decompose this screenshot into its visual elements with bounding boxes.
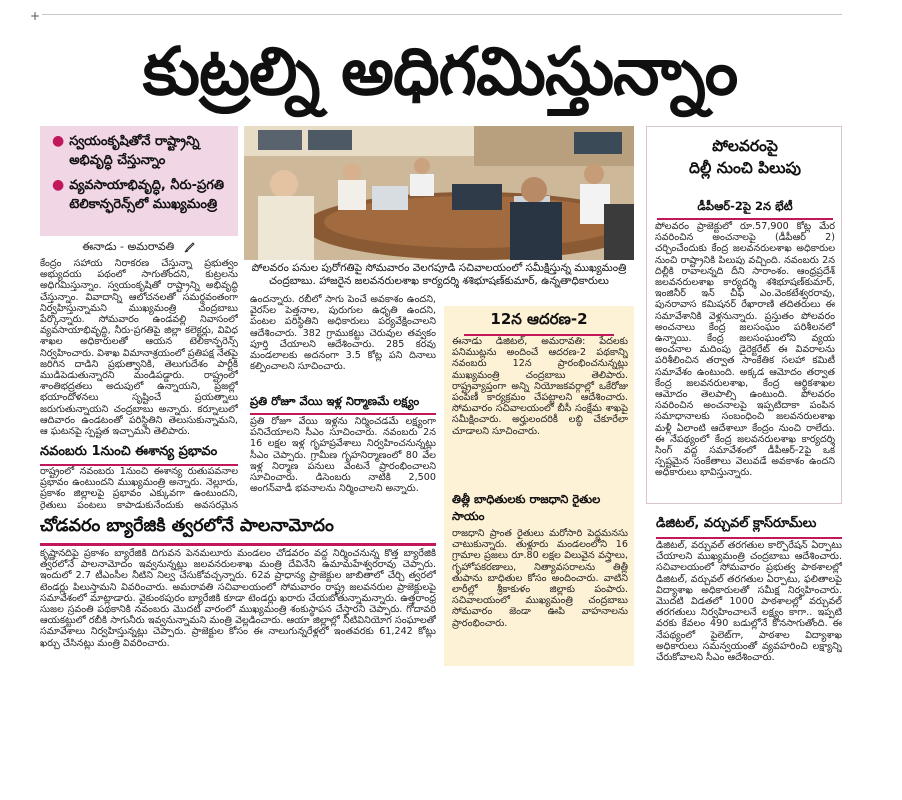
barrage-paragraph: కృష్ణానదిపై ప్రకాశం బ్యారేజికి దిగువన పెనమలూరు మండలం చోడవరం వద్ద నిర్మించనున్న కొత్త బ్యారేజికి త్వరలోనే పాలనామోదం ఇవ్వనున్నట్లు జలవనరులశాఖ మంత్రి దేవినేని ఉమామహేశ్వరరావు చెప్పారు. ఇందులో 2.7 టీఎంసీల నీటిని నిల్వ చేసుకోవచ్చన్నారు. 62వ ప్రాధాన్య ప్రాజెక్టుల జాబితాలో చేర్చి త్వరలో టెండర్లు పిలుస్తామని వివరించారు. అమరావతి సచివాలయంలో సోమవారం రాష్ట్ర జలవనరుల ప్రాజెక్టులపై సమావేశంలో మాట్లాడారు. వైకుంఠపురం బ్యారేజికి కూడా టెండర్లు ఖరారు చేయబోతున్నామన్నారు. ఉత్తరాంధ్ర సుజల స్రవంతి పథకానికి నవంబరు మొదటి వారంలో ముఖ్యమంత్రి శంకుస్థాపన చేస్తారని చెప్పారు. గోదావరి ఆయకట్టులో రబీకి సాగునీరు ఇవ్వనున్నామని మంత్రి వెల్లడించారు. ఆయా జిల్లాల్లో నీటివినియోగ సంఘాలతో సమావేశాలు నిర్వహిస్తున్నట్లు చెప్పారు. ప్రాజెక్టుల కోసం ఈ నాలుగున్నరేళ్లలో ఇంతవరకు 61,242 కోట్లు ఖర్చు చేసినట్లు మంత్రి వివరించారు. — [40, 548, 436, 649]
subheading-housing — [250, 394, 436, 415]
polavaram-title-line: దిల్లీ నుంచి పిలుపు — [689, 159, 801, 177]
northeast-text — [40, 466, 238, 510]
bottom-headline-rule — [40, 543, 436, 546]
titli-text — [452, 528, 628, 662]
subheading-northeast — [40, 444, 238, 466]
highlights-box — [40, 126, 238, 236]
polavaram-title — [647, 135, 843, 179]
housing-text — [250, 416, 436, 508]
top-rule — [42, 14, 842, 15]
lead-article-text — [40, 258, 238, 440]
bullet-text: స్వయంకృషితోనే రాష్ట్రాన్ని అభివృద్ధి చేస్తున్నాం — [69, 134, 200, 168]
titli-subheading: తిత్లీ బాధితులకు రాజధాని రైతుల సాయం — [452, 492, 601, 523]
subheading-text: నవంబరు 1నుంచి ఈశాన్య ప్రభావం — [40, 444, 218, 459]
digital-classroom-rule — [656, 537, 842, 539]
polavaram-subheading-text: డీపీఆర్-2పై 2న భేటీ — [697, 199, 793, 213]
digital-classroom-paragraph: డిజిటల్, వర్చువల్ తరగతుల కార్పొరేషన్ ఏర్పాటు చేయాలని ముఖ్యమంత్రి చంద్రబాబు ఆదేశించారు. సచివాలయంలో సోమవారం ప్రభుత్వ పాఠశాలల్లో డిజిటల్, వర్చువల్ తరగతుల ఏర్పాటు, ఫలితాలపై విద్యాశాఖ అధికారులతో సమీక్ష నిర్వహించారు. మొదటి విడతలో 1000 పాఠశాలల్లో వర్చువల్ తరగతులు నిర్వహించాలనే లక్ష్యం కాగా.. ఇప్పటి వరకు కేవలం 490 బడుల్లోనే కొనసాగుతోంది. ఈ నేపథ్యంలో పైలెట్‌గా, పాఠశాల విద్యాశాఖ అధికారులు సమన్వయంతో వ్యవహరించి లక్ష్యాన్ని చేరుకోవాలని సీఎం ఆదేశించారు. — [656, 540, 842, 664]
plus-icon: + — [30, 9, 41, 23]
barrage-article-text — [40, 548, 436, 672]
northeast-paragraph: రాష్ట్రంలో నవంబరు 1నుంచి ఈశాన్య రుతుపవనాల ప్రభావం ఉంటుందని ముఖ్యమంత్రి అన్నారు. నెల్లూరు, ప్రకాశం జిల్లాలపై ప్రభావం ఎక్కువగా ఉంటుందని, రైతులు పంటలు కాపాడుకునేందుకు అవసరమైన — [40, 466, 238, 510]
bullet-point — [52, 132, 230, 170]
polavaram-box — [646, 126, 842, 504]
bullet-text: వ్యవసాయాభివృద్ధి, నీరు-ప్రగతి టెలికాన్ఫరెన్స్‌లో ముఖ్యమంత్రి — [69, 178, 225, 212]
subheading-rule — [250, 413, 436, 415]
adarana-text — [452, 336, 628, 488]
meeting-photo — [244, 126, 634, 260]
byline-text: ఈనాడు - అమరావతి — [82, 240, 175, 253]
housing-paragraph: ప్రతి రోజూ వేయి ఇళ్లను నిర్మించడమే లక్ష్యంగా పనిచేయాలని సీఎం సూచించారు. నవంబరు 2న 16 లక్షల ఇళ్ల గృహప్రవేశాలు నిర్వహించనున్నట్లు సీఎం చెప్పారు. గ్రామీణ గృహనిర్మాణంలో 80 వేల ఇళ్ల నిర్మాణ పనులు వెంటనే ప్రారంభించాలని సూచించారు. డిసెంబరు నాటికి 2,500 అంగన్‌వాడీ భవనాలను నిర్మించాలని అన్నారు. — [250, 416, 436, 495]
middle-paragraph: ఉందన్నారు. రబీలో సాగు పెంచే అవకాశం ఉందని, వైరస్‌ల పెత్తనాల, పురుగుల ఉధృతి ఉందని, పంటల పరిస్థితిని అధికారులు పర్యవేక్షించాలని ఆదేశించారు. 382 గ్రాముకట్టు చెరువుల తవ్వకం పూర్తి చేయాలని ఆదేశించారు. 285 కరవు మండలాలకు అదనంగా 3.5 కోట్ల పని దినాలు కల్పించాలని సూచించారు. — [250, 294, 436, 373]
polavaram-paragraph: పోలవరం ప్రాజెక్టులో రూ.57,900 కోట్ల మేర సవరించిన అంచనాలపై (డీపీఆర్ 2) చర్చించేందుకు కేంద్ర జలవనరులశాఖ అధికారుల నుంచి రాష్ట్రానికి పిలుపు వచ్చింది. నవంబరు 2న దిల్లీకి రావాలన్నది దీని సారాంశం. ఆంధ్రప్రదేశ్ జలవనరులశాఖ కార్యదర్శి శశిభూషణ్‌కుమార్, ఇంజినీర్ ఇన్ చీఫ్ ఎం.వెంకటేశ్వరరావు, పునరావాస కమిషనర్ రేఖారాణి తదితరులు ఈ సమావేశానికి వెళ్లనున్నారు. ప్రస్తుతం పోలవరం అంచనాలు కేంద్ర జలసంఘం పరిశీలనలో ఉన్నాయి. కేంద్ర జలసంఘంలోని వ్యయ అంచనాల మదింపు డైరెక్టరేట్ ఈ వివరాలను పరిశీలించిన తర్వాత సాంకేతిక సలహా కమిటీ సమావేశం ఉంటుంది. అక్కడ ఆమోదం తర్వాత కేంద్ర జలవనరులశాఖ, కేంద్ర ఆర్థికశాఖల ఆమోదం తెలపాల్సి ఉంటుంది. పోలవరం సవరించిన అంచనాలపై ఇప్పటిదాకా పంపిన సమాధానాలకు సంబంధించి జలవనరులశాఖ మళ్లీ ఏలాంటి ఆదేశాలూ కేంద్రం నుంచి రాలేదు. ఈ నేపథ్యంలో కేంద్ర జలవనరులశాఖ కార్యదర్శి సింగ్ వద్ద సమావేశంలో డీపీఆర్-2పై ఒక స్పష్టమైన సంకేతాలు వెలువడే అవకాశం ఉందని అధికారులు భావిస్తున్నారు. — [655, 221, 835, 479]
page-headline: కుట్రల్ని అధిగమిస్తున్నాం — [142, 33, 738, 110]
polavaram-title-line: పోలవరంపై — [712, 137, 778, 155]
digital-classroom-headline — [656, 516, 842, 539]
polavaram-text — [655, 221, 835, 499]
polavaram-subheading — [657, 199, 833, 220]
bullet-icon: ● — [52, 133, 65, 149]
digital-classroom-text — [656, 540, 842, 666]
lead-paragraph: కేంద్రం సహాయ నిరాకరణ చేస్తున్నా ప్రభుత్వం అభ్యుదయ పథంలో సాగుతోందని, కుట్రలను అధిగమిస్తున్నాం. స్వయంకృషితో రాష్ట్రాన్ని అభివృద్ధి చేస్తున్నాం. వివాదాన్ని ఆలోచనలతో సమర్థవంతంగా నిర్వహిస్తున్నామని ముఖ్యమంత్రి చంద్రబాబు పేర్కొన్నారు. సోమవారం ఉండవల్లి నివాసంలో వ్యవసాయాభివృద్ధి, నీరు-ప్రగతిపై జిల్లా కలెక్టర్లు, వివిధ శాఖల అధికారులతో ఆయన టెలికాన్ఫరెన్స్ నిర్వహించారు. విశాఖ విమానాశ్రయంలో ప్రతిపక్ష నేతపై జరిగిన దాడిని ప్రభుత్వానికి, తెలుగుదేశం పార్టీకి ముడిపెడుతున్నారని మండిపడ్డారు. రాష్ట్రంలో శాంతిభద్రతలు అదుపులో ఉన్నాయని, ప్రజల్లో భయాందోళనలు సృష్టించే ప్రయత్నాలు జరుగుతున్నాయని చంద్రబాబు అన్నారు. కర్నూలులో ఆదివారం ఉండటంతో పరిస్థితిని తెలుసుకున్నామని, ఆ ఘటనపై స్పష్టత ఇచ్చామని తెలిపారు. — [40, 258, 238, 438]
bullet-point — [52, 176, 230, 214]
adarana-title — [444, 310, 634, 336]
meeting-photo-illustration — [244, 126, 634, 260]
byline — [40, 240, 238, 256]
adarana-box — [444, 306, 634, 666]
bottom-headline — [40, 516, 436, 546]
photo-caption: పోలవరం పనుల పురోగతిపై సోమవారం వెలగపూడి సచివాలయంలో సమీక్షిస్తున్న ముఖ్యమంత్రి చంద్రబాబు. హాజరైన జలవనరులశాఖ కార్యదర్శి శశిభూషణ్‌కుమార్, ఉన్నతాధికారులు — [251, 262, 627, 287]
subheading-text: ప్రతి రోజూ వేయి ఇళ్ల నిర్మాణమే లక్ష్యం — [250, 394, 420, 408]
adarana-title-text: 12న ఆదరణ-2 — [490, 310, 588, 328]
polavaram-subheading-rule — [657, 218, 833, 220]
bullet-icon: ● — [52, 177, 65, 193]
pen-icon — [184, 241, 196, 253]
digital-classroom-headline-text: డిజిటల్, వర్చువల్ క్లాస్‌రూమ్‌లు — [656, 516, 817, 531]
adarana-paragraph: ఈనాడు డిజిటల్, అమరావతి: పేదలకు పనిముట్లను అందించే ఆదరణ-2 పథకాన్ని నవంబరు 12న ప్రారంభించనున్నట్లు ముఖ్యమంత్రి చంద్రబాబు తెలిపారు. రాష్ట్రవ్యాప్తంగా అన్ని నియోజకవర్గాల్లో ఒకేరోజు పంపిణీ కార్యక్రమం చేపట్టాలని ఆదేశించారు. సోమవారం సచివాలయంలో బీసీ సంక్షేమ శాఖపై సమీక్షించారు. అర్హులందరికీ లబ్ధి చేకూరేలా చూడాలని సూచించారు. — [452, 336, 628, 437]
bottom-headline-text: చోడవరం బ్యారేజికి త్వరలోనే పాలనామోదం — [40, 516, 334, 536]
middle-article-text — [250, 294, 436, 390]
titli-paragraph: రాజధాని ప్రాంత రైతులు మరోసారి పెద్దమనసు చాటుకున్నారు. తుళ్లూరు మండలంలోని 16 గ్రామాల ప్రజలు రూ.80 లక్షల విలువైన వస్త్రాలు, గృహోపకరణాలు, నిత్యావసరాలను తిత్లీ తుపాను బాధితుల కోసం అందించారు. వాటిని లారీల్లో శ్రీకాకుళం జిల్లాకు పంపారు. సచివాలయంలో ముఖ్యమంత్రి చంద్రబాబు సోమవారం జెండా ఊపి వాహనాలను ప్రారంభించారు. — [452, 528, 628, 629]
